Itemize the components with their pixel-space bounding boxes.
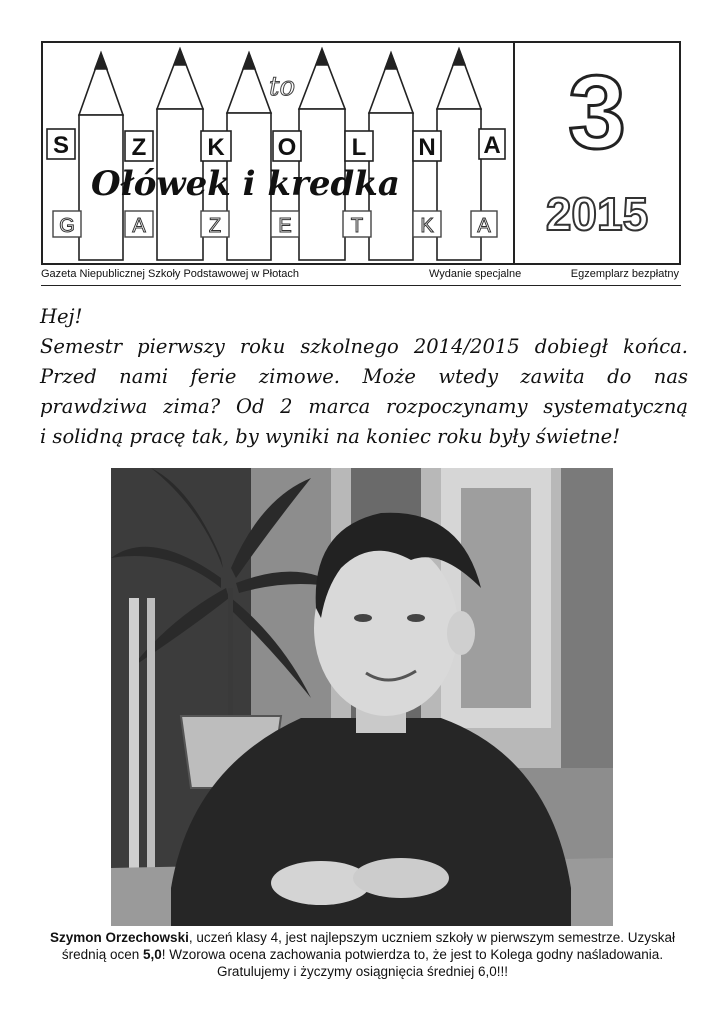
edition-label: Wydanie specjalne: [429, 268, 522, 280]
logo-letter-top: L: [351, 134, 367, 161]
masthead: [41, 41, 681, 265]
logo-letter-bottom: E: [278, 215, 292, 237]
student-photo-illustration: [111, 468, 613, 926]
issue-year: 2015: [545, 188, 649, 240]
caption-average: 5,0: [142, 947, 162, 962]
logo-letter-bottom: A: [132, 215, 146, 237]
logo-letter-bottom: K: [420, 215, 434, 237]
logo-letter-top: N: [418, 134, 436, 161]
intro-text: [40, 302, 688, 452]
publisher-name: Gazeta Niepublicznej Szkoły Podstawowej w Płotach: [41, 268, 300, 280]
intro-line: Przed nami ferie zimowe. Może wtedy zawita do nas: [40, 365, 688, 388]
caption-text: ! Wzorowa ocena zachowania potwierdza to, że jest to Kolega godny naśladowania. Gratulujemy i życzymy osiągnięcia średniej 6,0!!!: [161, 947, 664, 979]
intro-line: Semestr pierwszy roku szkolnego 2014/2015 dobiegł końca.: [40, 335, 688, 358]
photo-caption: [40, 929, 685, 980]
caption-text: , uczeń klasy 4, jest najlepszym uczniem szkoły w pierwszym semestrze. Uzyskał średnią ocen: [61, 930, 675, 962]
caption-student-name: Szymon Orzechowski: [50, 930, 189, 945]
student-photo: [111, 468, 613, 926]
logo-word-to: to: [269, 72, 296, 102]
intro-line: prawdziwa zima? Od 2 marca rozpoczynamy systematyczną: [40, 395, 688, 418]
intro-line: i solidną pracę tak, by wyniki na koniec roku były świetne!: [40, 425, 621, 448]
logo-letter-bottom: T: [350, 215, 364, 237]
logo-letter-top: O: [277, 134, 297, 161]
newspaper-logo: [43, 43, 515, 263]
pencils-logo-graphic: [43, 43, 511, 263]
logo-letter-top: A: [483, 132, 501, 159]
logo-letter-bottom: G: [59, 215, 75, 237]
logo-letter-top: S: [52, 132, 70, 159]
issue-box: [515, 43, 679, 263]
logo-title-script: Ołówek i kredka: [91, 164, 400, 204]
logo-letter-bottom: A: [477, 215, 491, 237]
logo-letter-bottom: Z: [208, 215, 222, 237]
logo-letter-top: K: [207, 134, 225, 161]
issue-number: 3: [568, 55, 626, 171]
price-label: Egzemplarz bezpłatny: [570, 268, 679, 280]
intro-greeting: Hej!: [40, 305, 83, 328]
subheader: [41, 267, 681, 286]
logo-letter-top: Z: [131, 134, 147, 161]
